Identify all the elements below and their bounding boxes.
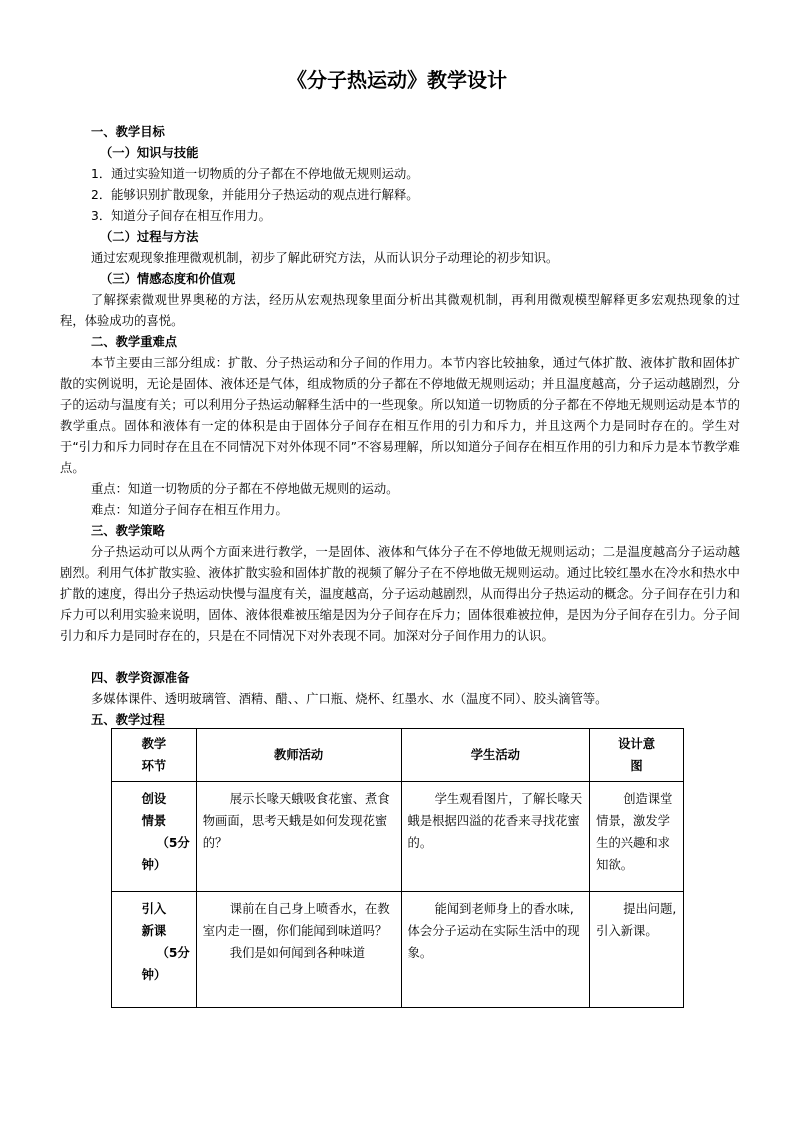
section-heading-key-points: 二、教学重难点 <box>91 335 178 349</box>
stage-line: 创设 <box>141 792 167 806</box>
subheading-knowledge-skills: （一）知识与技能 <box>100 146 199 160</box>
section-heading-process: 五、教学过程 <box>91 713 165 727</box>
objective-item-3: 3．知道分子间存在相互作用力。 <box>91 209 271 223</box>
key-points-paragraph: 本节主要由三部分组成：扩散、分子热运动和分子间的作用力。本节内容比较抽象，通过气体扩散、液体扩散和固体扩散的实例说明，无论是固体、液体还是气体，组成物质的分子都在不停地做无规则运动；并且温度越高，分子运动越剧烈，分子的运动与温度有关；可以利用分子热运动解释生活中的一些现象。所以知道一切物质的分子都在不停地无规则运动是本节的教学重点。固体和液体有一定的体积是由于固体分子间存在相互作用的引力和斥力，并且这两个力是同时存在的。学生对于“引力和斥力同时存在且在不同情况下对外体现不同”不容易理解，所以知道分子间存在相互作用的引力和斥力是本节教学难点。 <box>60 356 740 475</box>
header-intent-line2: 图 <box>630 759 643 773</box>
header-student-activity: 学生活动 <box>401 729 590 782</box>
stage-line: 情景 <box>141 814 167 828</box>
section-heading-objectives: 一、教学目标 <box>91 125 165 139</box>
section-heading-strategy: 三、教学策略 <box>91 524 165 538</box>
stage-line: 钟） <box>141 858 167 872</box>
stage-line: 新课 <box>141 924 167 938</box>
table-row <box>112 782 684 892</box>
key-point-line: 重点：知道一切物质的分子都在不停地做无规则的运动。 <box>91 482 399 496</box>
stage-line: 钟） <box>141 968 167 982</box>
stage-line: 引入 <box>141 902 167 916</box>
table-header-row <box>112 729 684 782</box>
stage-cell <box>112 782 197 892</box>
student-activity-cell: 能闻到老师身上的香水味,体会分子运动在实际生活中的现象。 <box>401 892 590 1008</box>
strategy-paragraph: 分子热运动可以从两个方面来进行教学，一是固体、液体和气体分子在不停地做无规则运动；二是温度越高分子运动越剧烈。利用气体扩散实验、液体扩散实验和固体扩散的视频了解分子在不停地做无规则运动。通过比较红墨水在冷水和热水中扩散的速度，得出分子热运动快慢与温度有关，温度越高，分子运动越剧烈，从而得出分子热运动的概念。分子间存在引力和斥力可以利用实验来说明，固体、液体很难被压缩是因为分子间存在斥力；固体很难被拉伸，是因为分子间存在引力。分子间引力和斥力是同时存在的，只是在不同情况下对外表现不同。加深对分子间作用力的认识。 <box>60 545 740 643</box>
header-stage-line1: 教学 <box>141 737 167 751</box>
stage-line: （5分 <box>156 836 190 850</box>
section-heading-resources: 四、教学资源准备 <box>91 671 190 685</box>
document-title: 《分子热运动》教学设计 <box>287 68 507 92</box>
header-stage <box>112 729 197 782</box>
teacher-activity-text: 我们是如何闻到各种味道 <box>229 946 366 960</box>
header-intent-line1: 设计意 <box>618 737 656 751</box>
resources-text: 多媒体课件、透明玻璃管、酒精、醋、、广口瓶、烧杯、红墨水、水（温度不同）、胶头滴管等。 <box>91 692 608 706</box>
student-activity-cell: 学生观看图片，了解长喙天蛾是根据四溢的花香来寻找花蜜的。 <box>401 782 590 892</box>
process-method-text: 通过宏观现象推理微观机制，初步了解此研究方法，从而认识分子动理论的初步知识。 <box>91 251 559 265</box>
subheading-process-method: （二）过程与方法 <box>100 230 199 244</box>
objective-item-1: 1．通过实验知道一切物质的分子都在不停地做无规则运动。 <box>91 167 419 181</box>
attitude-values-text: 了解探索微观世界奥秘的方法，经历从宏观热现象里面分析出其微观机制，再利用微观模型解释更多宏观热现象的过程，体验成功的喜悦。 <box>60 293 740 328</box>
stage-cell <box>112 892 197 1008</box>
objective-item-2: 2．能够识别扩散现象，并能用分子热运动的观点进行解释。 <box>91 188 419 202</box>
teaching-process-table <box>111 728 684 1008</box>
teacher-activity-cell <box>196 892 401 1008</box>
subheading-attitude-values: （三）情感态度和价值观 <box>100 272 236 286</box>
design-intent-cell: 创造课堂情景，激发学生的兴趣和求知欲。 <box>590 782 684 892</box>
difficulty-line: 难点：知道分子间存在相互作用力。 <box>91 503 288 517</box>
header-teacher-activity: 教师活动 <box>196 729 401 782</box>
table-row <box>112 892 684 1008</box>
teacher-activity-text: 课前在自己身上喷香水，在教室内走一圈，你们能闻到味道吗？ <box>202 902 390 938</box>
header-design-intent <box>590 729 684 782</box>
stage-line: （5分 <box>156 946 190 960</box>
teacher-activity-cell: 展示长喙天蛾吸食花蜜、煮食物画面，思考天蛾是如何发现花蜜的？ <box>196 782 401 892</box>
header-stage-line2: 环节 <box>141 759 167 773</box>
design-intent-cell: 提出问题,引入新课。 <box>590 892 684 1008</box>
